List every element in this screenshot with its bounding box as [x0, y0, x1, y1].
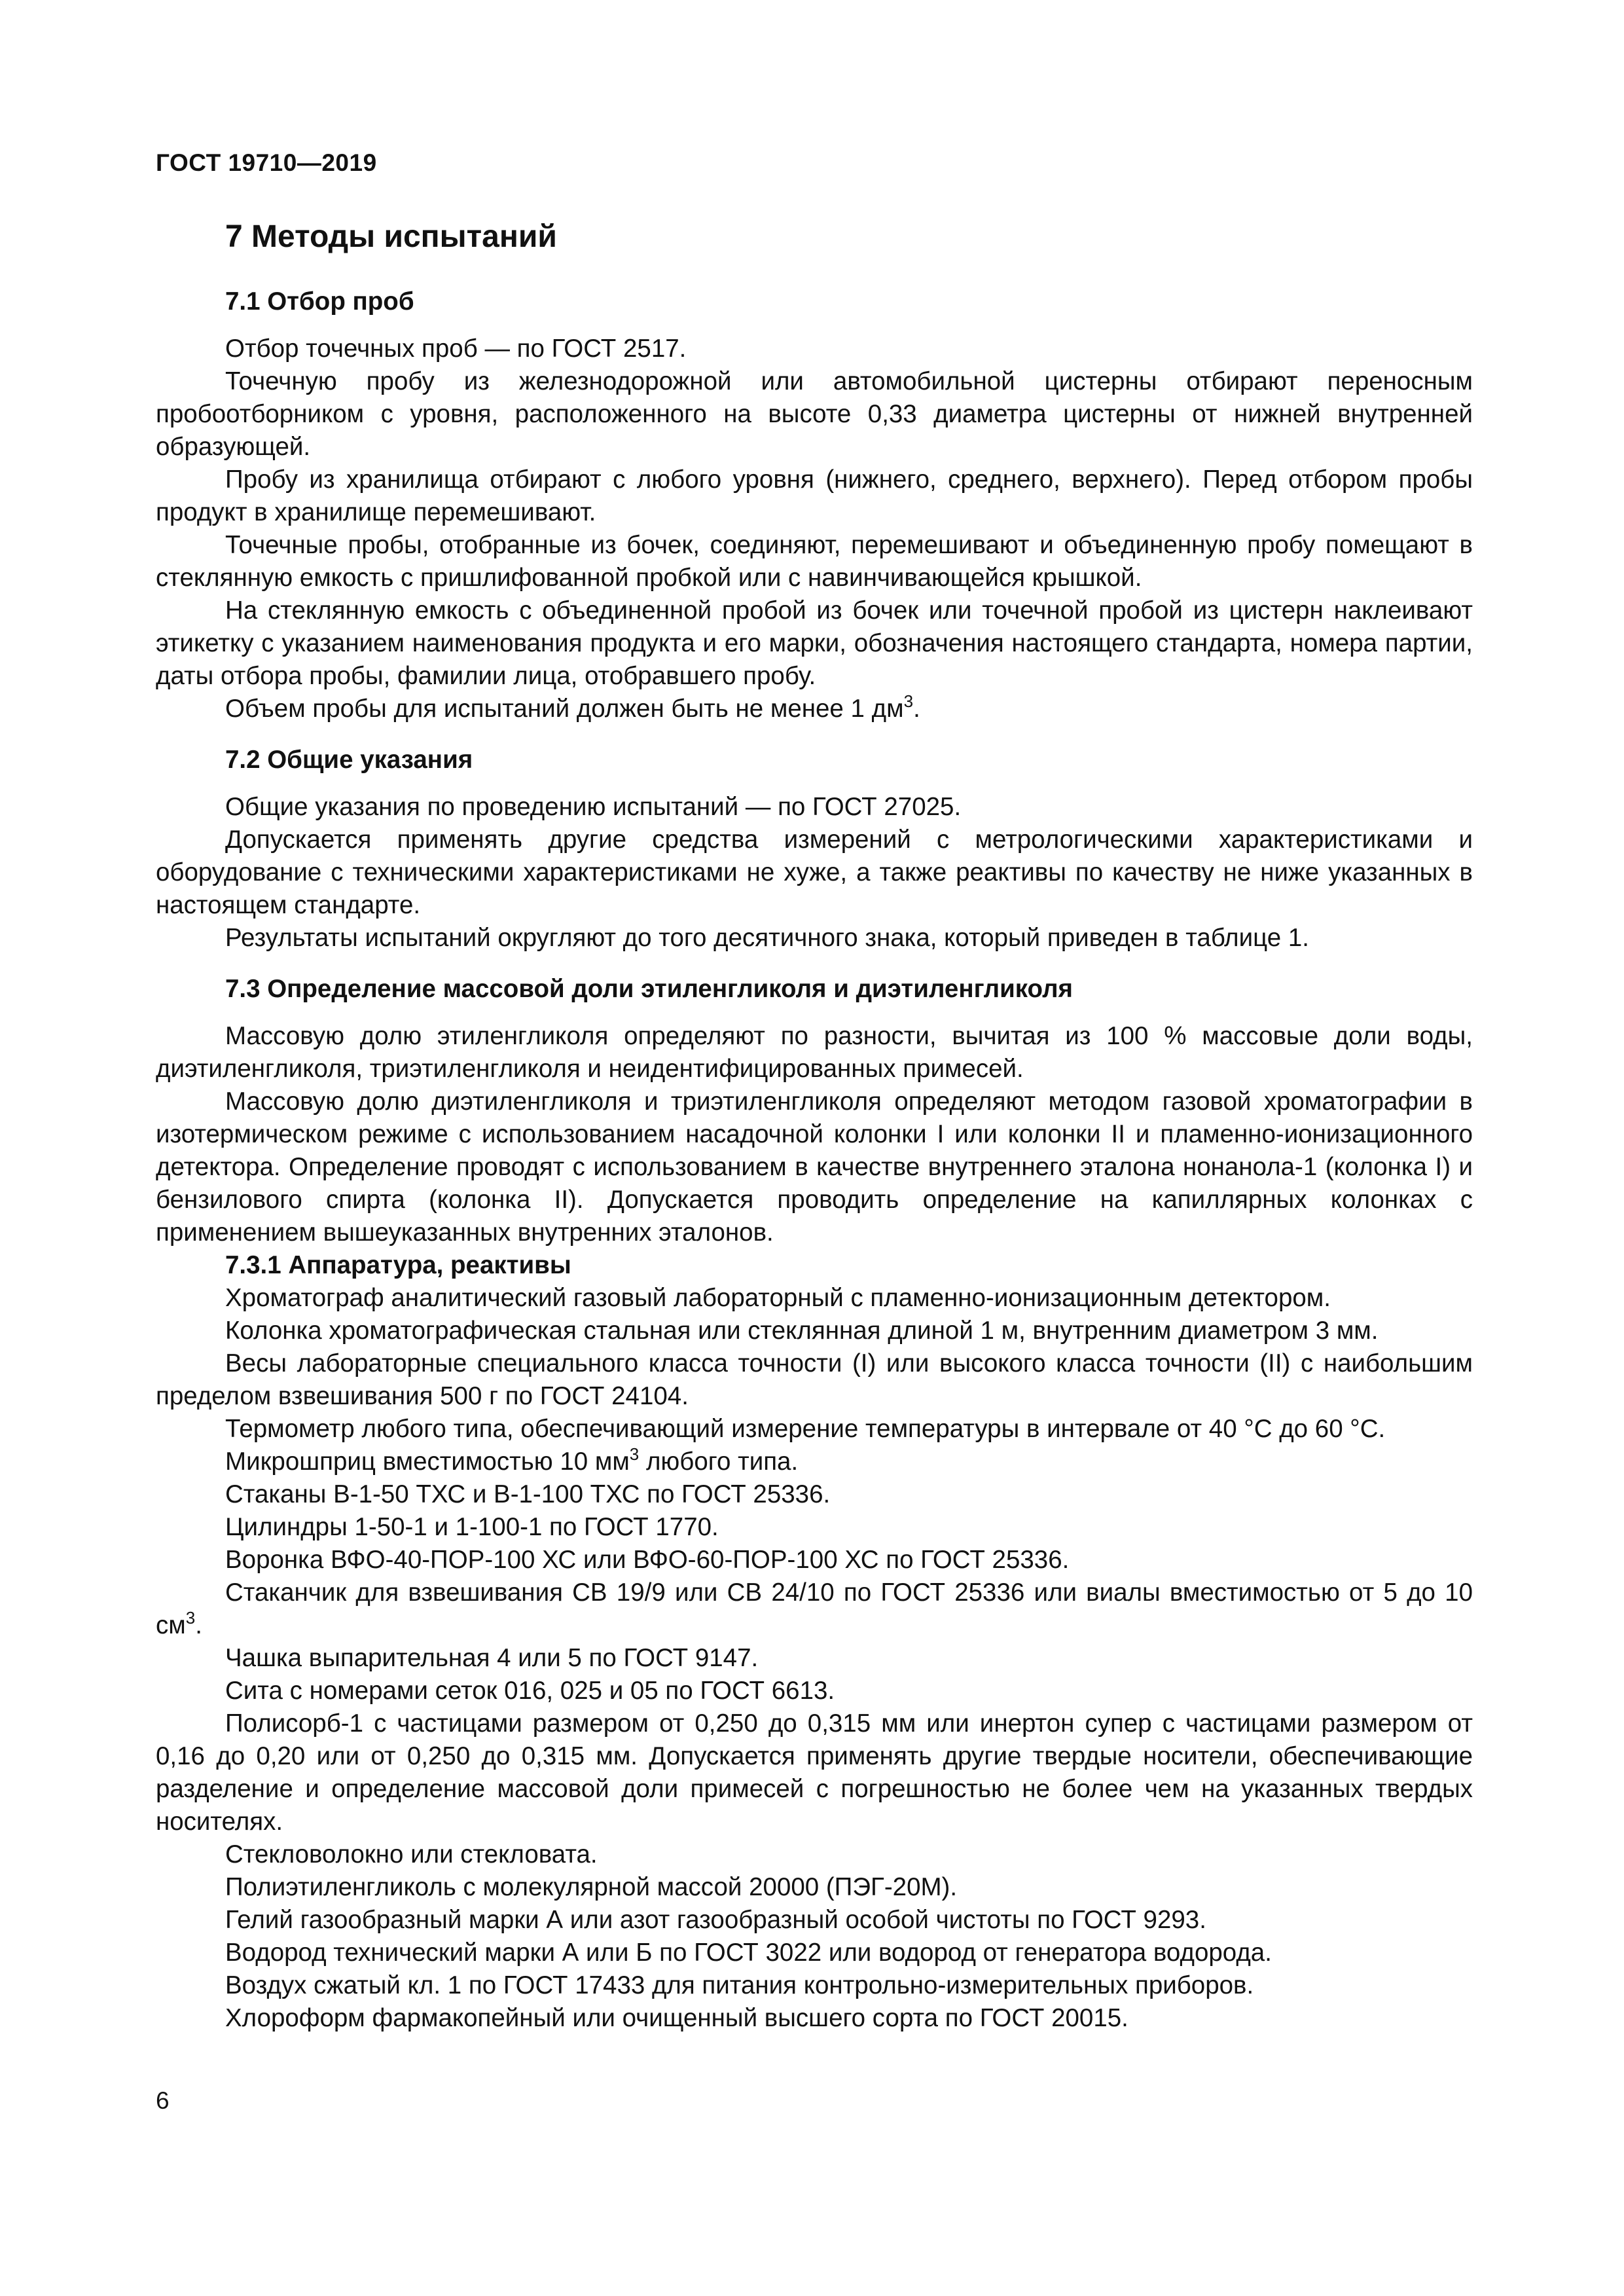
list-item: Стекловолокно или стекловата.: [225, 1840, 598, 1868]
list-item: Гелий газообразный марки А или азот газообразный особой чистоты по ГОСТ 9293.: [225, 1906, 1206, 1934]
list-item: Цилиндры 1-50-1 и 1-100-1 по ГОСТ 1770.: [225, 1513, 719, 1541]
section-7-1-title: 7.1 Отбор проб: [225, 287, 414, 316]
list-item: Стаканы В-1-50 ТХС и В-1-100 ТХС по ГОСТ 25336.: [225, 1480, 831, 1508]
paragraph: Результаты испытаний округляют до того десятичного знака, который приведен в таблице 1.: [225, 924, 1309, 952]
paragraph: Допускается применять другие средства измерений с метрологическими характеристиками и оборудование с техническими характеристиками не хуже, а также реактивы по качеству не ниже указанных в настоящем стандарте.: [156, 826, 1473, 919]
paragraph-sample-volume: Объем пробы для испытаний должен быть не менее 1 $дм^3$.: [225, 691, 920, 723]
paragraph: Массовую долю диэтиленгликоля и триэтиленгликоля определяют методом газовой хроматографии в изотермическом режиме с использованием насадочной колонки I или колонки II и пламенно-ионизационного детектора. Определение проводят с использованием в качестве внутреннего эталона нонанола-1 (колонка I) и бензилового спирта (колонка II). Допускается проводить определение на капиллярных колонках с применением вышеуказанных внутренних эталонов.: [156, 1087, 1473, 1247]
section-7-3-title: 7.3 Определение массовой доли этиленгликоля и диэтиленгликоля: [225, 975, 1074, 1003]
paragraph: Отбор точечных проб — по ГОСТ 2517.: [225, 335, 687, 363]
section-7-3-1-title: 7.3.1 Аппаратура, реактивы: [225, 1251, 571, 1279]
list-item: Хлороформ фармакопейный или очищенный высшего сорта по ГОСТ 20015.: [225, 2004, 1128, 2032]
section-7-title: 7 Методы испытаний: [225, 219, 557, 254]
paragraph: Пробу из хранилища отбирают с любого уровня (нижнего, среднего, верхнего). Перед отбором пробы продукт в хранилище перемешивают.: [156, 465, 1473, 526]
paragraph: Точечные пробы, отобранные из бочек, соединяют, перемешивают и объединенную пробу помещают в стеклянную емкость с пришлифованной пробкой или с навинчивающейся крышкой.: [156, 531, 1473, 592]
page-number: 6: [156, 2087, 170, 2114]
list-item: Хроматограф аналитический газовый лабораторный с пламенно-ионизационным детектором.: [225, 1284, 1331, 1312]
list-item: Стаканчик для взвешивания СВ 19/9 или СВ 24/10 по ГОСТ 25336 или виалы вместимостью от 5 до 10 $см^3$.: [156, 1578, 1473, 1639]
section-7-2-title: 7.2 Общие указания: [225, 746, 473, 774]
paragraph: Точечную пробу из железнодорожной или автомобильной цистерны отбирают переносным пробоотборником с уровня, расположенного на высоте 0,33 диаметра цистерны от нижней внутренней образующей.: [156, 367, 1473, 461]
list-item: Термометр любого типа, обеспечивающий измерение температуры в интервале от 40 °C до 60 °C.: [225, 1415, 1386, 1443]
paragraph: Массовую долю этиленгликоля определяют по разности, вычитая из 100 % массовые доли воды, диэтиленгликоля, триэтиленгликоля и неидентифицированных примесей.: [156, 1022, 1473, 1083]
list-item: Воздух сжатый кл. 1 по ГОСТ 17433 для питания контрольно-измерительных приборов.: [225, 1971, 1254, 1999]
paragraph: На стеклянную емкость с объединенной пробой из бочек или точечной пробой из цистерн наклеивают этикетку с указанием наименования продукта и его марки, обозначения настоящего стандарта, номера партии, даты отбора пробы, фамилии лица, отобравшего пробу.: [156, 596, 1473, 690]
list-item: Колонка хроматографическая стальная или стеклянная длиной 1 м, внутренним диаметром 3 мм.: [225, 1317, 1379, 1345]
list-item: Полисорб-1 с частицами размером от 0,250 до 0,315 мм или инертон супер с частицами размером от 0,16 до 0,20 или от 0,250 до 0,315 мм. Допускается применять другие твердые носители, обеспечивающие разделение и определение массовой доли примесей с погрешностью не более чем на указанных твердых носителях.: [156, 1709, 1473, 1836]
list-item: Весы лабораторные специального класса точности (I) или высокого класса точности (II) с наибольшим пределом взвешивания 500 г по ГОСТ 24104.: [156, 1349, 1473, 1410]
paragraph: Общие указания по проведению испытаний — по ГОСТ 27025.: [225, 793, 962, 821]
list-item: Сита с номерами сеток 016, 025 и 05 по ГОСТ 6613.: [225, 1677, 835, 1705]
list-item: Воронка ВФО-40-ПОР-100 ХС или ВФО-60-ПОР-100 ХС по ГОСТ 25336.: [225, 1546, 1070, 1574]
list-item: Чашка выпарительная 4 или 5 по ГОСТ 9147.: [225, 1644, 759, 1672]
list-item: Микрошприц вместимостью 10 $мм^3$ любого типа.: [225, 1444, 799, 1476]
standard-header: ГОСТ 19710—2019: [156, 149, 377, 176]
list-item: Полиэтиленгликоль с молекулярной массой 20000 (ПЭГ-20М).: [225, 1873, 958, 1901]
page-content: [156, 217, 1473, 2035]
list-item: Водород технический марки А или Б по ГОСТ 3022 или водород от генератора водорода.: [225, 1939, 1272, 1967]
